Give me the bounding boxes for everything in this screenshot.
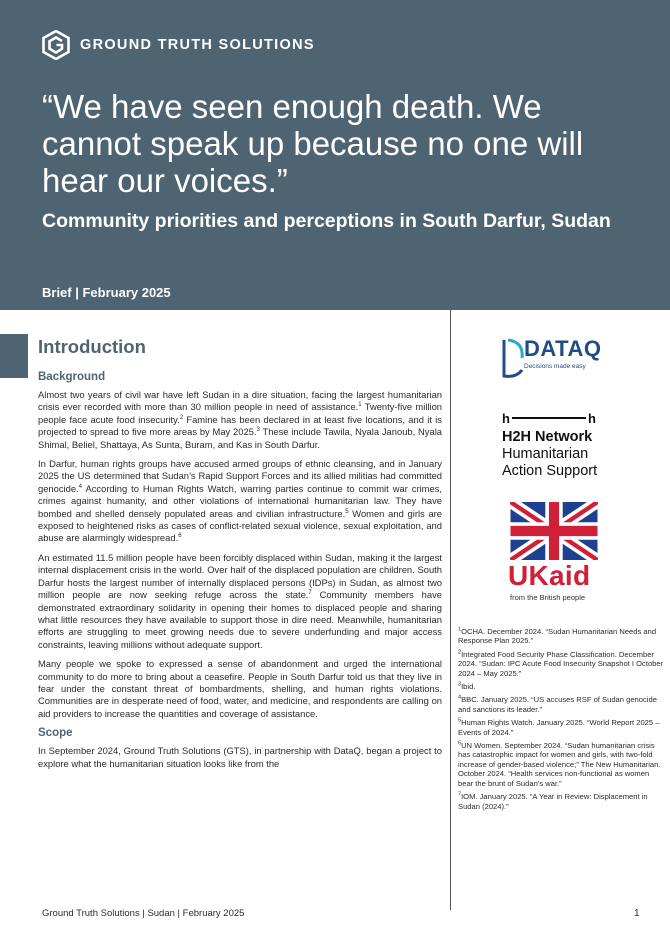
footnote: $^6$UN Women. September 2024. “Sudan humanitarian crisis has catastrophic impact for women and girls, with two-fold increase of gender-based violence;” The New Humanitarian. October 2024. “Health services non-functional as women bear the brunt of Sudan’s war.” [458,740,661,788]
h2h-logo[interactable] [502,410,670,480]
introduction-heading: Introduction [38,336,146,357]
heading-accent-bar [0,334,28,378]
footnote-ref-1[interactable]: 1 [358,402,362,409]
paragraph-scope-1: In September 2024, Ground Truth Solutions (GTS), in partnership with DataQ, began a project to explore what the humanitarian situation looks like from the [38,745,442,769]
footnote: $^5$Human Rights Watch. January 2025. “World Report 2025 – Events of 2024.” [458,717,660,737]
ukaid-wordmark: UKaid [508,560,591,591]
dataq-tagline: Decisions made easy [524,363,586,370]
footnotes [458,627,664,815]
cover-subtitle: Community priorities and perceptions in South Darfur, Sudan [42,210,611,232]
paragraph-background-1: Almost two years of civil war have left Sudan in a dire situation, facing the largest humanitarian crisis ever recorded with more than 30 million people in need of assistance.$^1$ Twenty-five million people face acute food insecurity.$^2$ Famine has been declared in at least five locations, and it is projected to spread to five more areas by May 2025.$^3$ These include Tawila, Nyala Janoub, Nyala Shimal, Beliel, Shattaya, As Sunta, Buram, and Kas in South Darfur. [38,389,442,450]
page-number: 1 [634,908,640,919]
h2h-mark: h h [502,410,596,426]
union-jack-flag-icon [510,502,598,560]
footnote: $^1$OCHA. December 2024. “Sudan Humanitarian Needs and Response Plan 2025.” [458,626,657,646]
cover-header [0,0,670,310]
brief-date: Brief | February 2025 [42,285,171,300]
h2h-title: H2H Network [502,429,593,445]
footnote: $^4$BBC. January 2025. “US accuses RSF of Sudan genocide and sanctions its leader.” [458,694,657,714]
footnote-ref-4[interactable]: 4 [78,483,83,490]
gts-logo[interactable] [42,30,315,60]
logo-text: GROUND TRUTH SOLUTIONS [80,37,315,53]
footnote-ref-3[interactable]: 3 [256,427,260,434]
h2h-subtitle-1: Humanitarian [502,446,589,462]
footnote: $^7$IOM. January 2025. “A Year in Review: Displacement in Sudan (2024).” [458,791,648,811]
footnote: $^2$Integrated Food Security Phase Classification. December 2024. “Sudan: IPC Acute Food Insecurity Snapshot I October 2024 – May 2025.” [458,649,664,678]
main-column [38,336,442,777]
gts-hexagon-icon [42,30,70,60]
footnote-ref-7[interactable]: 7 [308,589,312,596]
page-footer: Ground Truth Solutions | Sudan | February 2025 [42,908,245,919]
paragraph-background-2: In Darfur, human rights groups have accused armed groups of ethnic cleansing, and in January 2025 the US determined that Sudan’s Rapid Support Forces and its allied militias had committed genocide.$^4$ According to Human Rights Watch, warring parties continue to commit war crimes, crimes against humanity, and other violations of international humanitarian law. They have bombed and shelled densely populated areas and civilian infrastructure.$^5$ Women and girls are exposed to heightened risks as cases of conflict-related sexual violence, sexual exploitation, and abuse are alarmingly widespread.$^6$ [38,458,442,544]
cover-quote: “We have seen enough death. We cannot speak up because no one will hear our voices.” [42,88,584,199]
dataq-wordmark: DATAQ [524,336,602,361]
scope-heading: Scope [38,727,73,740]
paragraph-background-3: An estimated 11.5 million people have been forcibly displaced within Sudan, making it the largest internal displacement crisis in the world. Over half of the displaced population are children. South Darfur hosts the largest number of internally displaced persons (IDPs) in Sudan, as almost two million people are now seeking refuge across the state.$^7$ Community members have demonstrated extraordinary solidarity in opening their homes to displaced people and sharing what little resources they have available to support those in dire need. Meanwhile, humanitarian efforts are struggling to meet growing needs due to severe underfunding and major access constraints, leaving millions without adequate support. [38,551,442,650]
ukaid-tagline: from the British people [510,593,586,602]
h2h-subtitle-2: Action Support [502,463,598,479]
paragraph-background-4: Many people we spoke to expressed a sense of abandonment and urged the international community to do more to bring about a ceasefire. People in South Darfur told us that they live in fear under the constant threat of bombardments, shelling, and human rights violations. Communities are in desperate need of food, water, and medicine, and respondents are calling on aid providers to increase the quantities and coverage of assistance. [38,658,442,719]
footnote-ref-2[interactable]: 2 [179,414,184,421]
footnote: $^3$Ibid. [458,681,476,692]
footnote-ref-6[interactable]: 6 [178,533,182,540]
footnote-ref-5[interactable]: 5 [345,508,349,515]
background-heading: Background [38,371,106,383]
column-divider [450,310,451,910]
